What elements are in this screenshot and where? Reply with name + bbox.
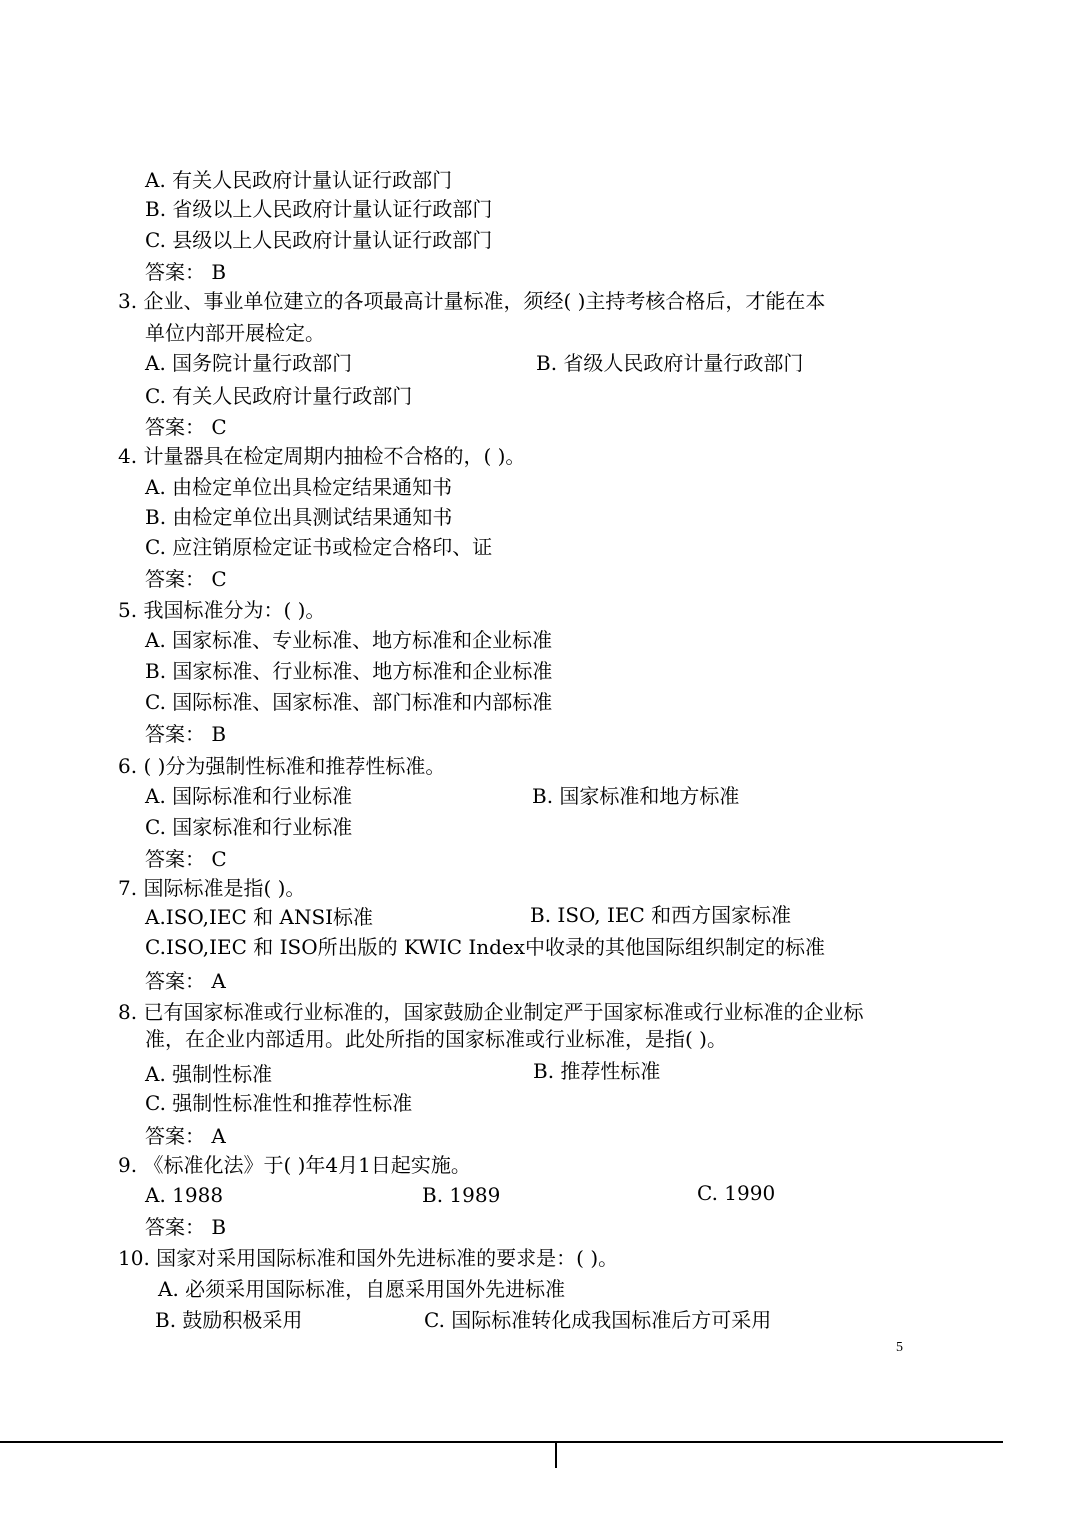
text-line: B. 国家标准、行业标准、地方标准和企业标准 [145,659,553,683]
footer-tick [555,1442,557,1468]
text-line: 6. ( )分为强制性标准和推荐性标准。 [118,754,446,778]
text-line: 答案： A [145,1124,226,1148]
text-line: A. 由检定单位出具检定结果通知书 [145,475,453,499]
text-line: C. 强制性标准性和推荐性标准 [145,1091,413,1115]
text-line: B. ISO, IEC 和西方国家标准 [530,903,792,927]
text-line: A. 国务院计量行政部门 [145,351,353,375]
text-line: 单位内部开展检定。 [145,321,325,345]
text-line: B. 1989 [422,1183,501,1207]
text-line: C. 应注销原检定证书或检定合格印、证 [145,535,493,559]
text-line: B. 推荐性标准 [533,1059,661,1083]
text-line: A. 强制性标准 [145,1062,273,1086]
text-line: 答案： C [145,567,227,591]
text-line: A. 有关人民政府计量认证行政部门 [145,168,453,192]
text-line: C. 国际标准、国家标准、部门标准和内部标准 [145,690,553,714]
text-line: 答案： B [145,260,227,284]
text-line: C. 县级以上人民政府计量认证行政部门 [145,228,493,252]
text-line: A. 必须采用国际标准，自愿采用国外先进标准 [158,1277,566,1301]
text-line: 9. 《标准化法》于( )年4月1日起实施。 [118,1153,471,1177]
footer-rule [0,1441,1003,1443]
text-line: 答案： A [145,969,226,993]
text-line: 10. 国家对采用国际标准和国外先进标准的要求是：( )。 [118,1246,619,1270]
text-line: A. 国家标准、专业标准、地方标准和企业标准 [145,628,553,652]
text-line: B. 省级以上人民政府计量认证行政部门 [145,197,493,221]
text-line: C.ISO,IEC 和 ISO所出版的 KWIC Index中收录的其他国际组织制定的标准 [145,935,826,959]
text-line: A. 1988 [145,1183,224,1207]
page-number: 5 [896,1340,903,1355]
text-line: B. 省级人民政府计量行政部门 [536,351,804,375]
text-line: A.ISO,IEC 和 ANSI标准 [145,905,374,929]
text-line: 5. 我国标准分为：( )。 [118,598,326,622]
text-line: B. 由检定单位出具测试结果通知书 [145,505,453,529]
text-line: C. 国家标准和行业标准 [145,815,353,839]
text-line: 8. 已有国家标准或行业标准的，国家鼓励企业制定严于国家标准或行业标准的企业标 [118,1000,864,1024]
text-line: C. 1990 [697,1181,776,1205]
text-line: C. 有关人民政府计量行政部门 [145,384,413,408]
text-line: 答案： C [145,847,227,871]
text-line: 准，在企业内部适用。此处所指的国家标准或行业标准，是指( )。 [145,1027,727,1051]
text-line: 答案： C [145,415,227,439]
text-line: C. 国际标准转化成我国标准后方可采用 [424,1308,772,1332]
text-line: 答案： B [145,722,227,746]
text-line: 7. 国际标准是指( )。 [118,876,306,900]
text-line: B. 国家标准和地方标准 [532,784,740,808]
text-line: 4. 计量器具在检定周期内抽检不合格的，( )。 [118,444,526,468]
text-line: 3. 企业、事业单位建立的各项最高计量标准，须经( )主持考核合格后，才能在本 [118,289,826,313]
text-line: 答案： B [145,1215,227,1239]
text-line: B. 鼓励积极采用 [155,1308,303,1332]
text-line: A. 国际标准和行业标准 [145,784,353,808]
